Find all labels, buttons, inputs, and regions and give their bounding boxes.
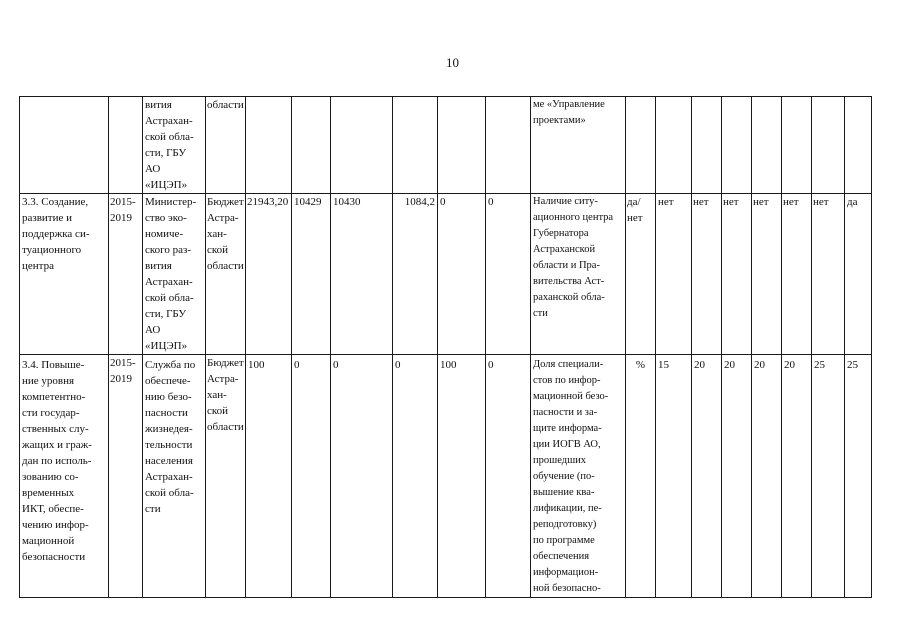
cell-funding-source: Бюджет Астра- хан- ской области <box>206 355 246 598</box>
cell-year-2015: 0 <box>292 355 331 598</box>
cell-total <box>246 97 292 194</box>
cell-value-7: да <box>845 194 872 355</box>
cell-year-2018 <box>438 97 486 194</box>
cell-period: 2015- 2019 <box>109 355 143 598</box>
cell-period <box>109 97 143 194</box>
table-row-3-3 <box>20 194 872 355</box>
cell-executor: Служба по обеспече- нию безо- пасности жизнедея- тельности населения Астрахан- ской обла- сти <box>143 355 206 598</box>
cell-unit <box>626 97 656 194</box>
cell-executor: Министер- ство эко- номиче- ского раз- вития Астрахан- ской обла- сти, ГБУ АО «ИЦЭП» <box>143 194 206 355</box>
cell-executor: вития Астрахан- ской обла- сти, ГБУ АО «ИЦЭП» <box>143 97 206 194</box>
cell-value-6: нет <box>812 194 845 355</box>
cell-task: 3.4. Повыше- ние уровня компетентно- сти государ- ственных слу- жащих и граж- дан по исполь- зованию со- временных ИКТ, обеспе- чению инфор- мационной безопасности <box>20 355 109 598</box>
cell-value-2 <box>692 97 722 194</box>
cell-value-5 <box>782 97 812 194</box>
cell-value-2: нет <box>692 194 722 355</box>
page-number: 10 <box>446 55 459 70</box>
cell-value-7: 25 <box>845 355 872 598</box>
cell-value-5: нет <box>782 194 812 355</box>
cell-year-2017 <box>393 97 438 194</box>
cell-year-2019 <box>486 97 531 194</box>
cell-total: 21943,20 <box>246 194 292 355</box>
table-row-3-4 <box>20 355 872 598</box>
cell-task <box>20 97 109 194</box>
cell-indicator: ме «Управление проектами» <box>531 97 626 194</box>
program-table <box>19 96 872 598</box>
cell-year-2015: 10429 <box>292 194 331 355</box>
cell-task: 3.3. Создание, развитие и поддержка си- туационного центра <box>20 194 109 355</box>
cell-value-6 <box>812 97 845 194</box>
cell-period: 2015- 2019 <box>109 194 143 355</box>
cell-year-2018: 100 <box>438 355 486 598</box>
cell-value-3: нет <box>722 194 752 355</box>
cell-year-2016: 10430 <box>331 194 393 355</box>
cell-year-2016 <box>331 97 393 194</box>
cell-value-1: нет <box>656 194 692 355</box>
cell-value-4 <box>752 97 782 194</box>
cell-year-2019: 0 <box>486 355 531 598</box>
cell-value-2: 20 <box>692 355 722 598</box>
cell-value-3: 20 <box>722 355 752 598</box>
cell-total: 100 <box>246 355 292 598</box>
cell-year-2015 <box>292 97 331 194</box>
cell-funding-source: Бюджет Астра- хан- ской области <box>206 194 246 355</box>
cell-year-2019: 0 <box>486 194 531 355</box>
cell-year-2016: 0 <box>331 355 393 598</box>
cell-unit: да/ нет <box>626 194 656 355</box>
cell-year-2017: 0 <box>393 355 438 598</box>
cell-value-4: нет <box>752 194 782 355</box>
cell-value-6: 25 <box>812 355 845 598</box>
cell-indicator: Наличие ситу- ационного центра Губернатора Астраханской области и Пра- вительства Аст- раханской обла- сти <box>531 194 626 355</box>
cell-value-7 <box>845 97 872 194</box>
cell-indicator: Доля специали- стов по инфор- мационной безо- пасности и за- щите информа- ции ИОГВ АО, прошедших обучение (по- вышение ква- лификации, пе- реподготовку) по программе обеспечения информацион- ной безопасно- <box>531 355 626 598</box>
cell-value-1: 15 <box>656 355 692 598</box>
cell-funding-source: области <box>206 97 246 194</box>
cell-value-3 <box>722 97 752 194</box>
cell-unit: % <box>626 355 656 598</box>
cell-value-5: 20 <box>782 355 812 598</box>
cell-value-1 <box>656 97 692 194</box>
cell-value-4: 20 <box>752 355 782 598</box>
table-row-continuation <box>20 97 872 194</box>
cell-year-2017: 1084,2 <box>393 194 438 355</box>
cell-year-2018: 0 <box>438 194 486 355</box>
